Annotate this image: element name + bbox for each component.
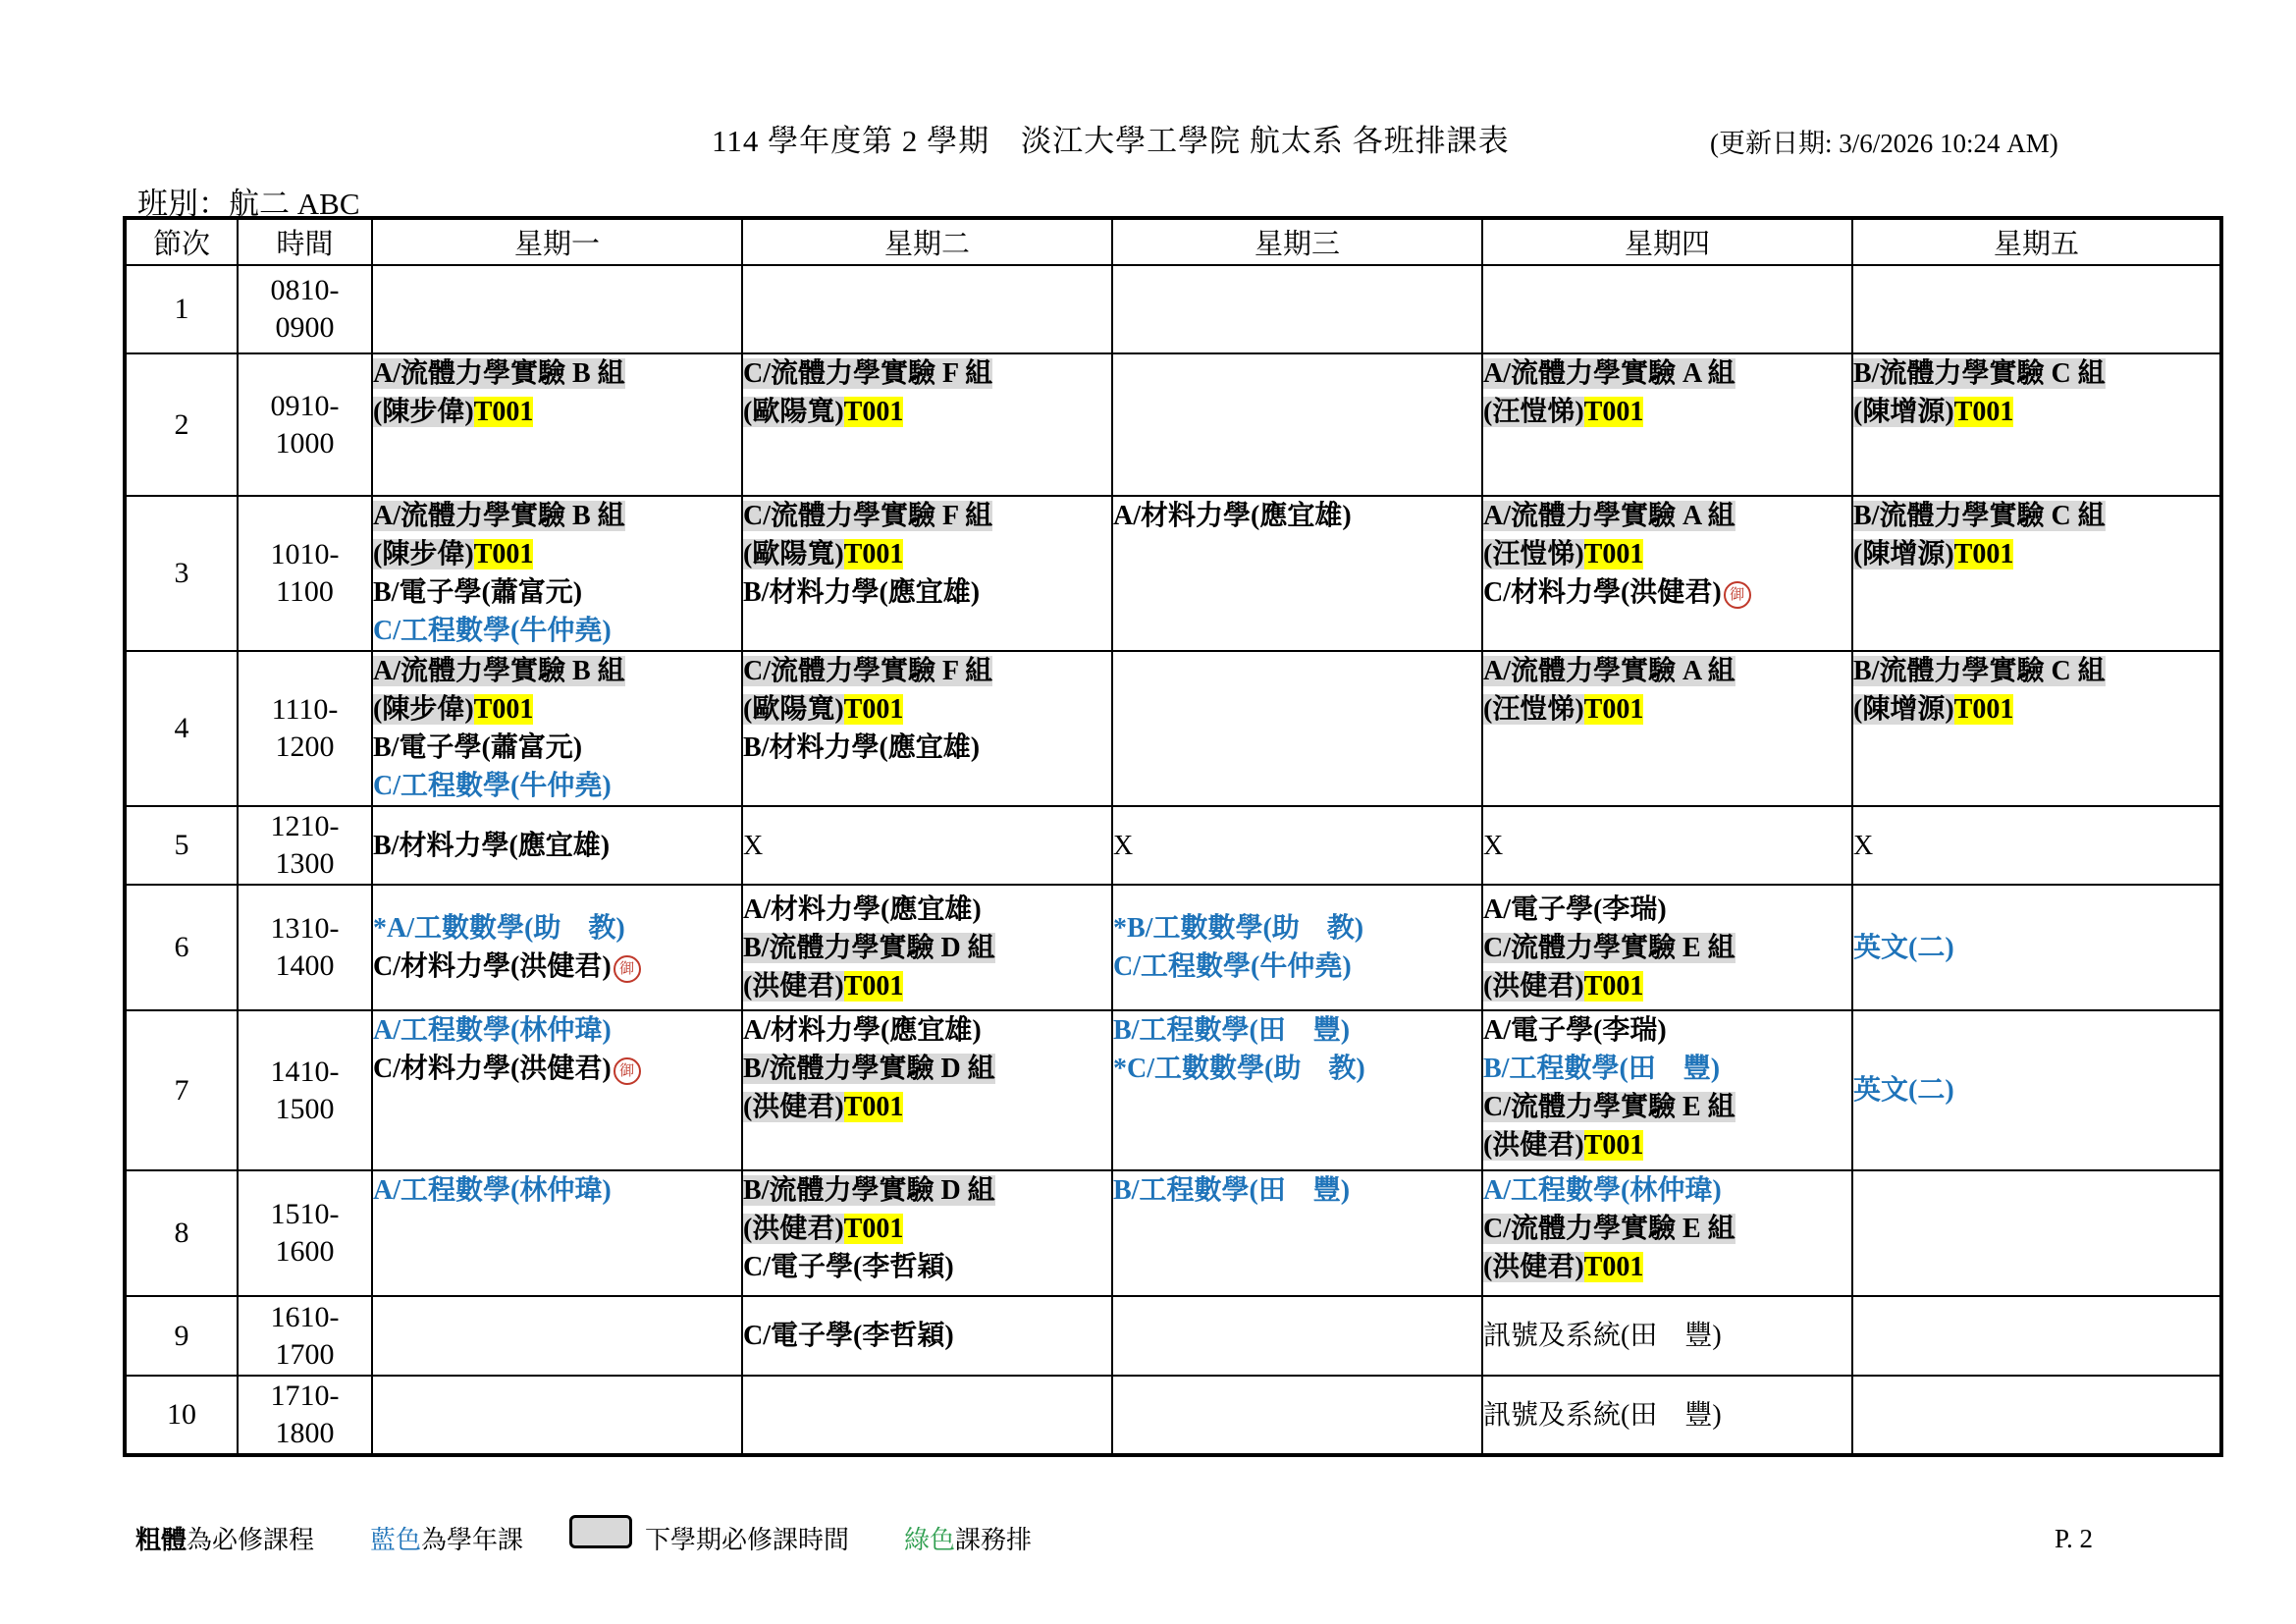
time-range bbox=[238, 496, 372, 651]
header-wednesday: 星期三 bbox=[1112, 218, 1482, 265]
course-text: (汪愷悌) bbox=[1483, 397, 1584, 427]
course-line bbox=[1483, 1248, 1851, 1286]
course-text: A/流體力學實驗 A 組 bbox=[1483, 656, 1735, 686]
course-cell-tuesday bbox=[742, 265, 1112, 353]
course-cell-thursday bbox=[1482, 651, 1852, 806]
room-badge: T001 bbox=[1583, 397, 1644, 427]
period-number: 9 bbox=[125, 1296, 238, 1376]
course-line bbox=[1113, 1171, 1481, 1210]
course-cell-wednesday bbox=[1112, 265, 1482, 353]
time-part: 1300 bbox=[275, 847, 335, 880]
course-cell-thursday bbox=[1482, 806, 1852, 885]
course-line bbox=[1853, 497, 2219, 535]
period-number: 8 bbox=[125, 1170, 238, 1296]
course-text: *C/工數數學(助 教) bbox=[1113, 1054, 1365, 1084]
course-cell-tuesday bbox=[742, 1296, 1112, 1376]
course-text: A/流體力學實驗 B 組 bbox=[373, 358, 625, 389]
course-line bbox=[743, 393, 1111, 431]
course-text: A/工程數學(林仲瑋) bbox=[1483, 1175, 1722, 1206]
header-period: 節次 bbox=[125, 218, 238, 265]
course-cell-tuesday bbox=[742, 885, 1112, 1010]
course-line bbox=[373, 1050, 741, 1088]
time-part: 1410- bbox=[270, 1055, 340, 1088]
course-text: (陳增源) bbox=[1853, 397, 1954, 427]
legend-green-text: 課務排 bbox=[955, 1526, 1033, 1555]
course-line bbox=[743, 573, 1111, 612]
course-line bbox=[1853, 929, 2219, 967]
course-line bbox=[1483, 1396, 1851, 1435]
course-line bbox=[1483, 891, 1851, 929]
course-line bbox=[743, 827, 1111, 865]
legend-gray-text: 下學期必修課時間 bbox=[645, 1526, 850, 1555]
course-text: B/流體力學實驗 D 組 bbox=[743, 1175, 995, 1206]
course-line bbox=[743, 1317, 1111, 1355]
page-title: 114 學年度第 2 學期 淡江大學工學院 航太系 各班排課表 bbox=[712, 124, 1510, 158]
header-time: 時間 bbox=[238, 218, 372, 265]
course-text: C/材料力學(洪健君) bbox=[373, 951, 612, 982]
course-cell-thursday bbox=[1482, 1296, 1852, 1376]
course-line bbox=[1853, 393, 2219, 431]
course-text: (陳增源) bbox=[1853, 694, 1954, 725]
course-line bbox=[743, 929, 1111, 967]
course-text: B/電子學(蕭富元) bbox=[373, 732, 583, 763]
course-text: A/材料力學(應宜雄) bbox=[1113, 501, 1352, 531]
course-text: (歐陽寬) bbox=[743, 397, 844, 427]
course-text: C/流體力學實驗 F 組 bbox=[743, 656, 993, 686]
course-cell-friday bbox=[1852, 1376, 2221, 1455]
room-badge: T001 bbox=[843, 1214, 904, 1244]
period-number: 3 bbox=[125, 496, 238, 651]
schedule-body bbox=[125, 265, 2221, 1455]
page-number: P. 2 bbox=[2055, 1524, 2094, 1553]
course-cell-thursday bbox=[1482, 265, 1852, 353]
course-text: X bbox=[743, 830, 764, 861]
seal-stamp-icon: 御 bbox=[614, 1057, 641, 1085]
course-text: C/材料力學(洪健君) bbox=[373, 1054, 612, 1084]
course-cell-thursday bbox=[1482, 1010, 1852, 1170]
course-text: C/材料力學(洪健君) bbox=[1483, 577, 1722, 608]
schedule-table bbox=[123, 216, 2223, 1457]
course-line bbox=[373, 767, 741, 805]
time-range bbox=[238, 806, 372, 885]
course-cell-friday bbox=[1852, 651, 2221, 806]
course-text: B/工程數學(田 豐) bbox=[1483, 1054, 1721, 1084]
course-line bbox=[743, 1248, 1111, 1286]
course-line bbox=[1483, 967, 1851, 1005]
time-part: 0810- bbox=[270, 274, 340, 306]
course-cell-wednesday bbox=[1112, 651, 1482, 806]
course-line bbox=[1483, 1171, 1851, 1210]
course-text: C/工程數學(牛仲堯) bbox=[1113, 951, 1352, 982]
course-text: C/流體力學實驗 F 組 bbox=[743, 358, 993, 389]
time-part: 1510- bbox=[270, 1198, 340, 1230]
course-text: C/流體力學實驗 E 組 bbox=[1483, 1214, 1735, 1244]
course-line bbox=[373, 497, 741, 535]
course-cell-monday bbox=[372, 1010, 742, 1170]
course-text: A/流體力學實驗 B 組 bbox=[373, 656, 625, 686]
time-range bbox=[238, 885, 372, 1010]
course-text: A/流體力學實驗 A 組 bbox=[1483, 501, 1735, 531]
course-text: C/流體力學實驗 E 組 bbox=[1483, 1092, 1735, 1122]
course-line bbox=[743, 354, 1111, 393]
time-range bbox=[238, 1170, 372, 1296]
legend-bold-text: 為必修課程 bbox=[187, 1526, 315, 1555]
course-cell-tuesday bbox=[742, 496, 1112, 651]
course-text: *B/工數數學(助 教) bbox=[1113, 913, 1364, 944]
room-badge: T001 bbox=[473, 539, 534, 569]
legend-green-key: 綠色 bbox=[904, 1526, 956, 1555]
header-thursday: 星期四 bbox=[1482, 218, 1852, 265]
course-cell-wednesday bbox=[1112, 1170, 1482, 1296]
time-part: 1710- bbox=[270, 1380, 340, 1412]
time-part: 1310- bbox=[270, 912, 340, 945]
time-part: 0910- bbox=[270, 389, 340, 422]
room-badge: T001 bbox=[843, 970, 904, 1001]
schedule-row bbox=[125, 806, 2221, 885]
header-monday: 星期一 bbox=[372, 218, 742, 265]
legend-blue-key: 藍色 bbox=[370, 1526, 422, 1555]
room-badge: T001 bbox=[1953, 694, 2014, 725]
course-text: X bbox=[1853, 830, 1874, 861]
course-line bbox=[1483, 652, 1851, 690]
course-line bbox=[1483, 535, 1851, 573]
seal-stamp-icon: 御 bbox=[1724, 581, 1751, 609]
course-text: A/流體力學實驗 A 組 bbox=[1483, 358, 1735, 389]
course-line bbox=[373, 612, 741, 650]
schedule-row bbox=[125, 353, 2221, 496]
course-line bbox=[743, 1050, 1111, 1088]
course-line bbox=[743, 497, 1111, 535]
course-text: (洪健君) bbox=[1483, 1130, 1584, 1161]
course-line bbox=[1853, 1071, 2219, 1110]
room-badge: T001 bbox=[843, 1092, 904, 1122]
time-range bbox=[238, 1376, 372, 1455]
course-line bbox=[1483, 1011, 1851, 1050]
course-text: (洪健君) bbox=[743, 1214, 844, 1244]
course-line bbox=[373, 393, 741, 431]
course-line bbox=[1483, 354, 1851, 393]
course-cell-thursday bbox=[1482, 885, 1852, 1010]
course-cell-wednesday bbox=[1112, 1296, 1482, 1376]
course-line bbox=[1483, 1126, 1851, 1164]
course-cell-monday bbox=[372, 651, 742, 806]
course-cell-friday bbox=[1852, 1296, 2221, 1376]
course-text: B/材料力學(應宜雄) bbox=[743, 577, 981, 608]
course-text: X bbox=[1113, 830, 1134, 861]
course-line bbox=[373, 535, 741, 573]
legend-blue bbox=[370, 1520, 523, 1556]
course-cell-friday bbox=[1852, 265, 2221, 353]
period-number: 2 bbox=[125, 353, 238, 496]
course-text: A/電子學(李瑞) bbox=[1483, 1015, 1667, 1046]
course-line bbox=[1113, 909, 1481, 947]
course-cell-wednesday bbox=[1112, 1376, 1482, 1455]
course-text: C/工程數學(牛仲堯) bbox=[373, 616, 612, 646]
legend-green bbox=[904, 1520, 1032, 1556]
room-badge: T001 bbox=[843, 694, 904, 725]
time-part: 1010- bbox=[270, 538, 340, 570]
course-cell-tuesday bbox=[742, 1010, 1112, 1170]
course-text: B/材料力學(應宜雄) bbox=[743, 732, 981, 763]
course-line bbox=[743, 1171, 1111, 1210]
header-tuesday: 星期二 bbox=[742, 218, 1112, 265]
header-friday: 星期五 bbox=[1852, 218, 2221, 265]
time-part: 1400 bbox=[275, 949, 335, 982]
course-line bbox=[1483, 1210, 1851, 1248]
course-line bbox=[1483, 690, 1851, 729]
course-text: (陳增源) bbox=[1853, 539, 1954, 569]
course-text: 英文(二) bbox=[1853, 932, 1954, 963]
course-cell-friday bbox=[1852, 1010, 2221, 1170]
course-cell-monday bbox=[372, 885, 742, 1010]
course-line bbox=[1113, 1050, 1481, 1088]
header-row bbox=[125, 218, 2221, 265]
course-line bbox=[1113, 827, 1481, 865]
schedule-row bbox=[125, 1376, 2221, 1455]
course-text: B/流體力學實驗 C 組 bbox=[1853, 358, 2106, 389]
course-text: 英文(二) bbox=[1853, 1075, 1954, 1106]
room-badge: T001 bbox=[1583, 1252, 1644, 1282]
course-cell-wednesday bbox=[1112, 1010, 1482, 1170]
course-line bbox=[1483, 573, 1851, 612]
course-text: (洪健君) bbox=[743, 1092, 844, 1122]
course-line bbox=[1853, 827, 2219, 865]
course-text: *A/工數數學(助 教) bbox=[373, 913, 625, 944]
room-badge: T001 bbox=[1583, 539, 1644, 569]
period-number: 10 bbox=[125, 1376, 238, 1455]
room-badge: T001 bbox=[1583, 694, 1644, 725]
course-text: X bbox=[1483, 830, 1504, 861]
course-line bbox=[743, 1011, 1111, 1050]
course-line bbox=[743, 967, 1111, 1005]
course-line bbox=[373, 690, 741, 729]
course-cell-monday bbox=[372, 1170, 742, 1296]
period-number: 5 bbox=[125, 806, 238, 885]
course-line bbox=[1853, 354, 2219, 393]
course-text: A/材料力學(應宜雄) bbox=[743, 1015, 982, 1046]
course-line bbox=[1853, 690, 2219, 729]
period-number: 6 bbox=[125, 885, 238, 1010]
course-line bbox=[1113, 497, 1481, 535]
time-part: 1210- bbox=[270, 810, 340, 842]
course-text: B/流體力學實驗 D 組 bbox=[743, 932, 995, 963]
course-line bbox=[373, 827, 741, 865]
legend-bold bbox=[135, 1520, 314, 1556]
schedule-row bbox=[125, 1296, 2221, 1376]
course-line bbox=[373, 909, 741, 947]
time-part: 1700 bbox=[275, 1337, 335, 1371]
course-line bbox=[373, 573, 741, 612]
course-text: (汪愷悌) bbox=[1483, 539, 1584, 569]
course-cell-friday bbox=[1852, 353, 2221, 496]
time-range bbox=[238, 1010, 372, 1170]
room-badge: T001 bbox=[1953, 397, 2014, 427]
course-cell-thursday bbox=[1482, 496, 1852, 651]
course-text: C/工程數學(牛仲堯) bbox=[373, 771, 612, 801]
course-cell-wednesday bbox=[1112, 353, 1482, 496]
course-text: (歐陽寬) bbox=[743, 694, 844, 725]
course-cell-wednesday bbox=[1112, 806, 1482, 885]
legend-gray-swatch bbox=[569, 1515, 632, 1548]
course-text: C/流體力學實驗 F 組 bbox=[743, 501, 993, 531]
course-line bbox=[743, 891, 1111, 929]
course-line bbox=[743, 652, 1111, 690]
room-badge: T001 bbox=[1583, 1130, 1644, 1161]
course-cell-tuesday bbox=[742, 353, 1112, 496]
time-part: 1500 bbox=[275, 1092, 335, 1125]
course-cell-tuesday bbox=[742, 651, 1112, 806]
course-cell-thursday bbox=[1482, 1376, 1852, 1455]
room-badge: T001 bbox=[473, 694, 534, 725]
course-cell-wednesday bbox=[1112, 885, 1482, 1010]
course-line bbox=[373, 947, 741, 986]
course-cell-monday bbox=[372, 265, 742, 353]
room-badge: T001 bbox=[843, 539, 904, 569]
time-part: 1600 bbox=[275, 1235, 335, 1268]
course-cell-tuesday bbox=[742, 1376, 1112, 1455]
course-text: A/工程數學(林仲瑋) bbox=[373, 1015, 612, 1046]
course-line bbox=[743, 729, 1111, 767]
time-part: 1610- bbox=[270, 1300, 340, 1333]
course-line bbox=[1483, 929, 1851, 967]
schedule-row bbox=[125, 1170, 2221, 1296]
schedule-row bbox=[125, 265, 2221, 353]
time-range bbox=[238, 353, 372, 496]
course-cell-tuesday bbox=[742, 806, 1112, 885]
course-cell-monday bbox=[372, 496, 742, 651]
course-text: (陳步偉) bbox=[373, 694, 474, 725]
time-part: 1110- bbox=[271, 693, 339, 726]
course-text: A/工程數學(林仲瑋) bbox=[373, 1175, 612, 1206]
legend-bold-key: 粗體 bbox=[135, 1526, 187, 1555]
course-cell-wednesday bbox=[1112, 496, 1482, 651]
schedule-row bbox=[125, 651, 2221, 806]
course-line bbox=[1853, 535, 2219, 573]
seal-stamp-icon: 御 bbox=[614, 955, 641, 983]
course-cell-friday bbox=[1852, 806, 2221, 885]
time-part: 1200 bbox=[275, 731, 335, 763]
course-text: B/流體力學實驗 C 組 bbox=[1853, 501, 2106, 531]
course-text: B/工程數學(田 豐) bbox=[1113, 1175, 1351, 1206]
time-range bbox=[238, 651, 372, 806]
course-text: B/流體力學實驗 D 組 bbox=[743, 1054, 995, 1084]
time-part: 0900 bbox=[275, 311, 335, 344]
legend-blue-text: 為學年課 bbox=[421, 1526, 524, 1555]
course-text: 訊號及系統(田 豐) bbox=[1483, 1321, 1722, 1351]
course-text: B/材料力學(應宜雄) bbox=[373, 830, 611, 861]
schedule-row bbox=[125, 885, 2221, 1010]
course-text: A/電子學(李瑞) bbox=[1483, 893, 1667, 925]
course-line bbox=[1483, 1317, 1851, 1355]
course-line bbox=[373, 729, 741, 767]
course-line bbox=[373, 1011, 741, 1050]
course-cell-friday bbox=[1852, 885, 2221, 1010]
course-text: C/電子學(李哲穎) bbox=[743, 1321, 954, 1351]
updated-date: (更新日期: 3/6/2026 10:24 AM) bbox=[1710, 129, 2058, 158]
course-text: (洪健君) bbox=[1483, 970, 1584, 1001]
course-line bbox=[1113, 1011, 1481, 1050]
course-text: C/電子學(李哲穎) bbox=[743, 1252, 954, 1282]
course-line bbox=[373, 354, 741, 393]
course-text: A/流體力學實驗 B 組 bbox=[373, 501, 625, 531]
course-line bbox=[743, 690, 1111, 729]
class-label: 班別：航二 ABC bbox=[137, 187, 360, 221]
period-number: 7 bbox=[125, 1010, 238, 1170]
schedule-row bbox=[125, 496, 2221, 651]
course-line bbox=[1853, 652, 2219, 690]
course-line bbox=[1113, 947, 1481, 986]
time-part: 1800 bbox=[275, 1417, 335, 1449]
course-cell-thursday bbox=[1482, 353, 1852, 496]
course-line bbox=[743, 1210, 1111, 1248]
course-cell-monday bbox=[372, 353, 742, 496]
course-cell-tuesday bbox=[742, 1170, 1112, 1296]
course-line bbox=[1483, 497, 1851, 535]
room-badge: T001 bbox=[1953, 539, 2014, 569]
course-text: C/流體力學實驗 E 組 bbox=[1483, 932, 1735, 963]
course-cell-monday bbox=[372, 806, 742, 885]
course-text: (洪健君) bbox=[743, 970, 844, 1001]
room-badge: T001 bbox=[1583, 970, 1644, 1001]
time-part: 1100 bbox=[276, 575, 334, 608]
course-text: B/電子學(蕭富元) bbox=[373, 577, 583, 608]
course-line bbox=[1483, 393, 1851, 431]
course-text: (歐陽寬) bbox=[743, 539, 844, 569]
course-text: (陳步偉) bbox=[373, 539, 474, 569]
course-cell-friday bbox=[1852, 496, 2221, 651]
course-line bbox=[1483, 1050, 1851, 1088]
course-line bbox=[743, 1088, 1111, 1126]
course-line bbox=[373, 652, 741, 690]
room-badge: T001 bbox=[473, 397, 534, 427]
course-cell-friday bbox=[1852, 1170, 2221, 1296]
course-cell-monday bbox=[372, 1296, 742, 1376]
course-text: (洪健君) bbox=[1483, 1252, 1584, 1282]
course-line bbox=[373, 1171, 741, 1210]
time-range bbox=[238, 1296, 372, 1376]
time-part: 1000 bbox=[275, 426, 335, 460]
course-cell-monday bbox=[372, 1376, 742, 1455]
course-line bbox=[1483, 827, 1851, 865]
room-badge: T001 bbox=[843, 397, 904, 427]
schedule-row bbox=[125, 1010, 2221, 1170]
period-number: 4 bbox=[125, 651, 238, 806]
course-text: B/工程數學(田 豐) bbox=[1113, 1015, 1351, 1046]
course-text: A/材料力學(應宜雄) bbox=[743, 893, 982, 925]
course-cell-thursday bbox=[1482, 1170, 1852, 1296]
course-line bbox=[1483, 1088, 1851, 1126]
course-text: (陳步偉) bbox=[373, 397, 474, 427]
time-range bbox=[238, 265, 372, 353]
period-number: 1 bbox=[125, 265, 238, 353]
course-text: 訊號及系統(田 豐) bbox=[1483, 1399, 1722, 1431]
course-line bbox=[743, 535, 1111, 573]
course-text: B/流體力學實驗 C 組 bbox=[1853, 656, 2106, 686]
course-text: (汪愷悌) bbox=[1483, 694, 1584, 725]
